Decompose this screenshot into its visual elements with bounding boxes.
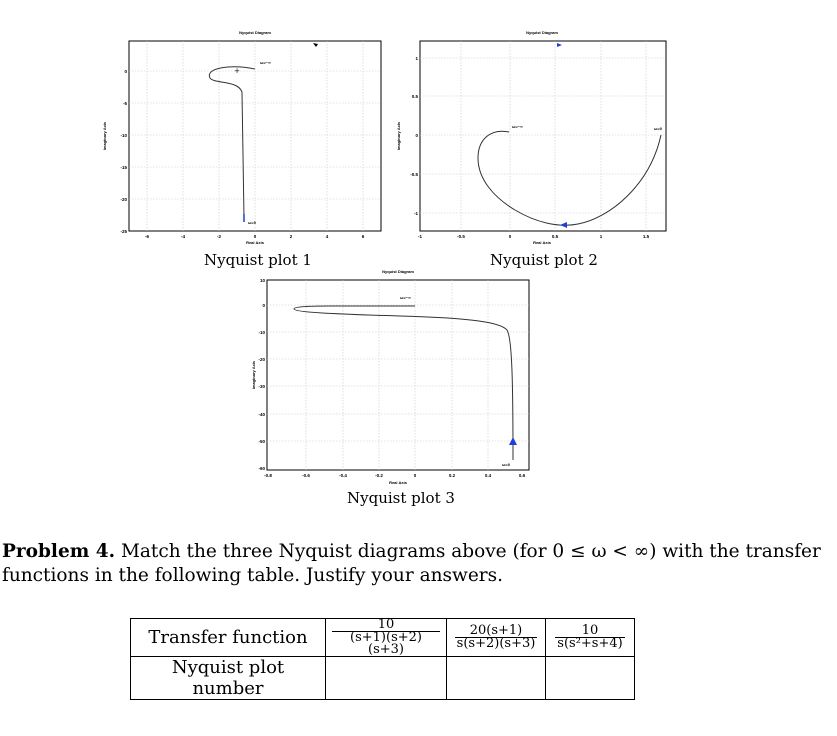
plot1-ytick: -15 xyxy=(120,165,127,170)
nyquist-plot-1 xyxy=(102,30,381,245)
plot2-title: Nyquist Diagram xyxy=(526,30,558,35)
plot1-xtick: -6 xyxy=(144,234,150,239)
plot3-ytick: -20 xyxy=(258,357,265,362)
problem-text: Match the three Nyquist diagrams above (for 0 ≤ ω < ∞) with the transfer functions in the following table. Justify your answers. xyxy=(2,541,821,586)
plot1-title: Nyquist Diagram xyxy=(239,30,271,35)
plot2-ytick: 1 xyxy=(415,56,418,61)
plot2-ytick: -0.5 xyxy=(410,172,418,177)
plot1-ylabel: Imaginary Axis xyxy=(102,121,107,151)
plot2-xtick: -0.5 xyxy=(457,234,465,239)
plot3-xlabel: Real Axis xyxy=(389,480,407,485)
plot3-ytick: -40 xyxy=(258,412,265,417)
plot1-ytick: -20 xyxy=(120,197,127,202)
plot3-xtick: -0.2 xyxy=(375,473,383,478)
plot1-critical-point: + xyxy=(234,67,240,75)
plot3-xtick: 0.2 xyxy=(448,473,456,478)
plot2-annotation: ω=−∞ xyxy=(512,124,523,129)
plot3-title: Nyquist Diagram xyxy=(382,269,414,274)
answer-cell[interactable] xyxy=(326,657,447,700)
plot3-xtick: -0.8 xyxy=(264,473,272,478)
plot3-xtick: -0.6 xyxy=(302,473,310,478)
table-row xyxy=(131,619,635,657)
plot3-xtick: 0.4 xyxy=(484,473,492,478)
plot3-xtick: -0.4 xyxy=(339,473,347,478)
transfer-function-cell xyxy=(546,619,635,657)
plot3-annotation: ω=−∞ xyxy=(400,295,411,300)
plot3-xtick: 0.6 xyxy=(518,473,526,478)
plot1-annotation: ω=0 xyxy=(248,220,256,225)
plot1-arrow-marker xyxy=(313,43,318,47)
plot1-xtick: -4 xyxy=(180,234,186,239)
plot2-ytick: 0 xyxy=(415,133,418,138)
plot1-caption: Nyquist plot 1 xyxy=(204,251,312,269)
plot2-direction-marker xyxy=(560,222,567,228)
plot2-ytick: 0.5 xyxy=(411,94,418,99)
plot1-xtick: 0 xyxy=(253,234,257,239)
plot3-grid xyxy=(267,280,529,470)
fraction-denominator: s(s²+s+4) xyxy=(557,636,623,651)
plot3-ytick: -50 xyxy=(258,439,265,444)
plot1-ytick: -25 xyxy=(120,229,127,234)
plot2-xtick: 0.5 xyxy=(551,234,559,239)
plot2-grid xyxy=(420,41,666,231)
plot1-xlabel: Real Axis xyxy=(246,240,264,245)
plot3-xtick: 0 xyxy=(413,473,417,478)
plot2-caption: Nyquist plot 2 xyxy=(490,251,598,269)
plot2-arrow-marker xyxy=(557,43,562,47)
plot1-grid xyxy=(129,41,381,231)
plot1-ytick: 0 xyxy=(124,69,127,74)
plot2-annotation: ω=0 xyxy=(654,126,662,131)
plot3-caption: Nyquist plot 3 xyxy=(347,489,455,507)
plot1-xtick: 2 xyxy=(289,234,293,239)
answer-cell[interactable] xyxy=(447,657,546,700)
fraction xyxy=(455,625,538,650)
fraction xyxy=(555,625,624,650)
fraction-numerator: 10 xyxy=(332,619,440,632)
answer-cell[interactable] xyxy=(546,657,635,700)
plot2-xtick: -1 xyxy=(417,234,423,239)
plot2-xlabel: Real Axis xyxy=(533,240,551,245)
plot1-xtick: 4 xyxy=(325,234,329,239)
fraction-denominator: (s+1)(s+2)(s+3) xyxy=(350,630,422,657)
table-row xyxy=(131,657,635,700)
plot1-annotation: ω=−∞ xyxy=(260,60,271,65)
fraction-numerator: 20(s+1) xyxy=(455,625,538,638)
plot3-ylabel: Imaginary Axis xyxy=(251,360,256,390)
plot1-xtick: -2 xyxy=(216,234,222,239)
transfer-function-table xyxy=(130,618,635,700)
transfer-function-cell xyxy=(447,619,546,657)
plot1-curve xyxy=(209,67,255,218)
row-header-transfer-function: Transfer function xyxy=(131,619,326,657)
plot3-ytick: 0 xyxy=(262,303,265,308)
problem-label: Problem 4. xyxy=(2,541,116,562)
plot3-ytick: 10 xyxy=(259,278,265,283)
plot3-ytick: -60 xyxy=(258,466,265,471)
nyquist-plot-3 xyxy=(251,269,529,485)
plot2-xtick: 1 xyxy=(599,234,603,239)
plot1-ytick: -5 xyxy=(122,101,127,106)
plot1-ytick: -10 xyxy=(120,133,127,138)
plot3-ytick: -10 xyxy=(258,330,265,335)
plot2-xtick: 0 xyxy=(508,234,512,239)
row-header-nyquist-plot-number: Nyquist plot number xyxy=(131,657,326,700)
transfer-function-cell xyxy=(326,619,447,657)
plot3-ytick: -30 xyxy=(258,384,265,389)
plot2-ylabel: Imaginary Axis xyxy=(396,121,401,151)
fraction-denominator: s(s+2)(s+3) xyxy=(456,636,536,651)
plot3-annotation: ω=0 xyxy=(502,462,510,467)
plot2-xtick: 1.5 xyxy=(642,234,650,239)
plot1-xtick: 6 xyxy=(361,234,365,239)
plot3-curve xyxy=(294,306,513,460)
plot2-curve xyxy=(478,131,661,225)
fraction-numerator: 10 xyxy=(555,625,624,638)
fraction xyxy=(332,619,440,656)
plot2-ytick: -1 xyxy=(413,211,418,216)
problem-statement xyxy=(2,540,832,588)
nyquist-plot-2 xyxy=(396,30,666,245)
plot2-frame xyxy=(420,41,666,231)
